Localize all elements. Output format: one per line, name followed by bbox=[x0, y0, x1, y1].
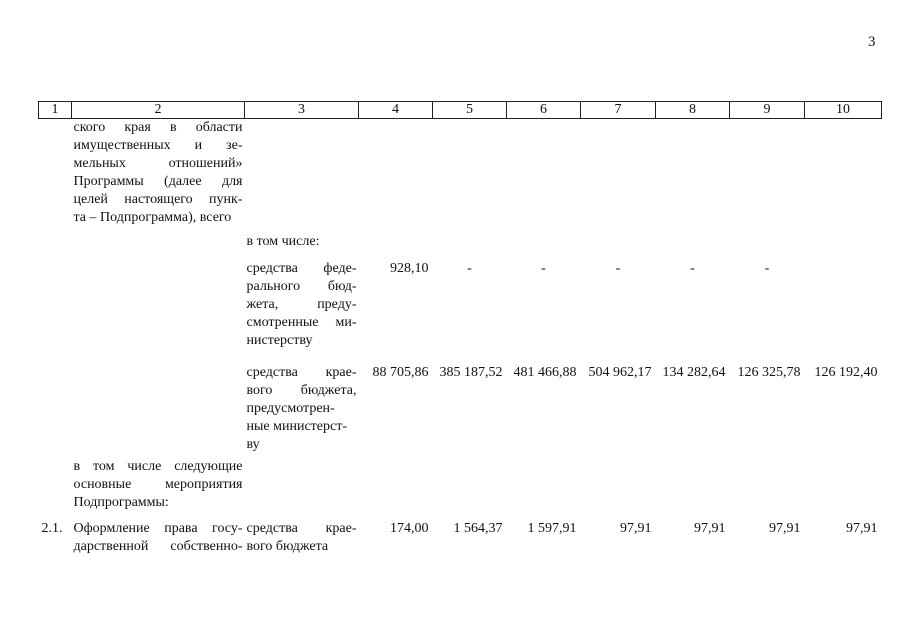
value-cell: - bbox=[615, 260, 621, 276]
text-line: вого бюджета, bbox=[246, 382, 357, 398]
value-cell: - bbox=[764, 260, 770, 276]
table-row bbox=[39, 119, 882, 233]
value-cell: - bbox=[541, 260, 546, 276]
text-line: нистерству bbox=[246, 332, 313, 348]
value-cell bbox=[805, 260, 882, 364]
header-row bbox=[39, 102, 882, 119]
measures-heading-cell bbox=[72, 458, 245, 520]
value-cell: 97,91 bbox=[846, 520, 878, 536]
value-cell: 97,91 bbox=[769, 520, 801, 536]
text-line: Подпрограммы: bbox=[73, 494, 169, 510]
value-cell: 928,10 bbox=[390, 260, 429, 276]
text-line: рального бюд- bbox=[246, 278, 357, 294]
page-number: 3 bbox=[868, 34, 876, 50]
col-header: 10 bbox=[805, 102, 882, 119]
budget-table bbox=[38, 101, 882, 560]
value-cell: 481 466,88 bbox=[513, 364, 577, 380]
subprogram-name-cell bbox=[72, 119, 245, 233]
col-header: 3 bbox=[245, 102, 359, 119]
col-header: 9 bbox=[730, 102, 805, 119]
value-cell: 97,91 bbox=[620, 520, 652, 536]
text-line: смотренные ми- bbox=[246, 314, 357, 330]
col-header: 2 bbox=[72, 102, 245, 119]
value-cell: 126 325,78 bbox=[737, 364, 801, 380]
text-line: средства крае- bbox=[246, 520, 357, 536]
col-header: 8 bbox=[656, 102, 730, 119]
col-header: 5 bbox=[433, 102, 507, 119]
value-cell: 1 564,37 bbox=[453, 520, 503, 536]
funding-source-cell bbox=[245, 364, 359, 458]
table-row bbox=[39, 260, 882, 364]
text-line: жета, преду- bbox=[246, 296, 357, 312]
value-cell: 126 192,40 bbox=[814, 364, 878, 380]
text-line: ского края в области bbox=[73, 120, 243, 135]
text-line: имущественных и зе- bbox=[73, 138, 243, 153]
col-header: 1 bbox=[39, 102, 72, 119]
text-line: ные министерст- bbox=[246, 418, 347, 434]
text-line: дарственной собственно- bbox=[73, 538, 243, 554]
funding-source-cell bbox=[245, 260, 359, 364]
text-line: средства феде- bbox=[246, 260, 357, 276]
value-cell: 134 282,64 bbox=[662, 364, 726, 380]
funding-source-cell bbox=[245, 520, 359, 560]
table-row bbox=[39, 458, 882, 520]
text-line: в том числе следующие bbox=[73, 458, 243, 474]
col-header: 4 bbox=[359, 102, 433, 119]
table-row bbox=[39, 364, 882, 458]
table-row bbox=[39, 233, 882, 260]
value-cell: - bbox=[690, 260, 695, 276]
text-line: вого бюджета bbox=[246, 538, 329, 554]
col-header: 7 bbox=[581, 102, 656, 119]
col-header: 6 bbox=[507, 102, 581, 119]
text-line: основные мероприятия bbox=[73, 476, 243, 492]
value-cell: 88 705,86 bbox=[372, 364, 429, 380]
value-cell: 385 187,52 bbox=[439, 364, 503, 380]
text-line: Оформление права госу- bbox=[73, 520, 243, 536]
text-line: предусмотрен- bbox=[246, 400, 335, 416]
text-line: мельных отношений» bbox=[73, 156, 243, 171]
text-line: средства крае- bbox=[246, 364, 357, 380]
value-cell: 1 597,91 bbox=[527, 520, 577, 536]
table-row bbox=[39, 520, 882, 560]
text-line: целей настоящего пунк- bbox=[73, 192, 243, 207]
text-line: та – Подпрограмма), всего bbox=[73, 210, 232, 225]
value-cell: - bbox=[467, 260, 472, 276]
value-cell: 97,91 bbox=[694, 520, 726, 536]
value-cell: 504 962,17 bbox=[588, 364, 652, 380]
including-label: в том числе: bbox=[246, 233, 320, 249]
value-cell: 174,00 bbox=[390, 520, 429, 536]
text-line: ву bbox=[246, 436, 260, 452]
measure-name-cell bbox=[72, 520, 245, 560]
text-line: Программы (далее для bbox=[73, 174, 243, 189]
row-index: 2.1. bbox=[41, 520, 63, 536]
